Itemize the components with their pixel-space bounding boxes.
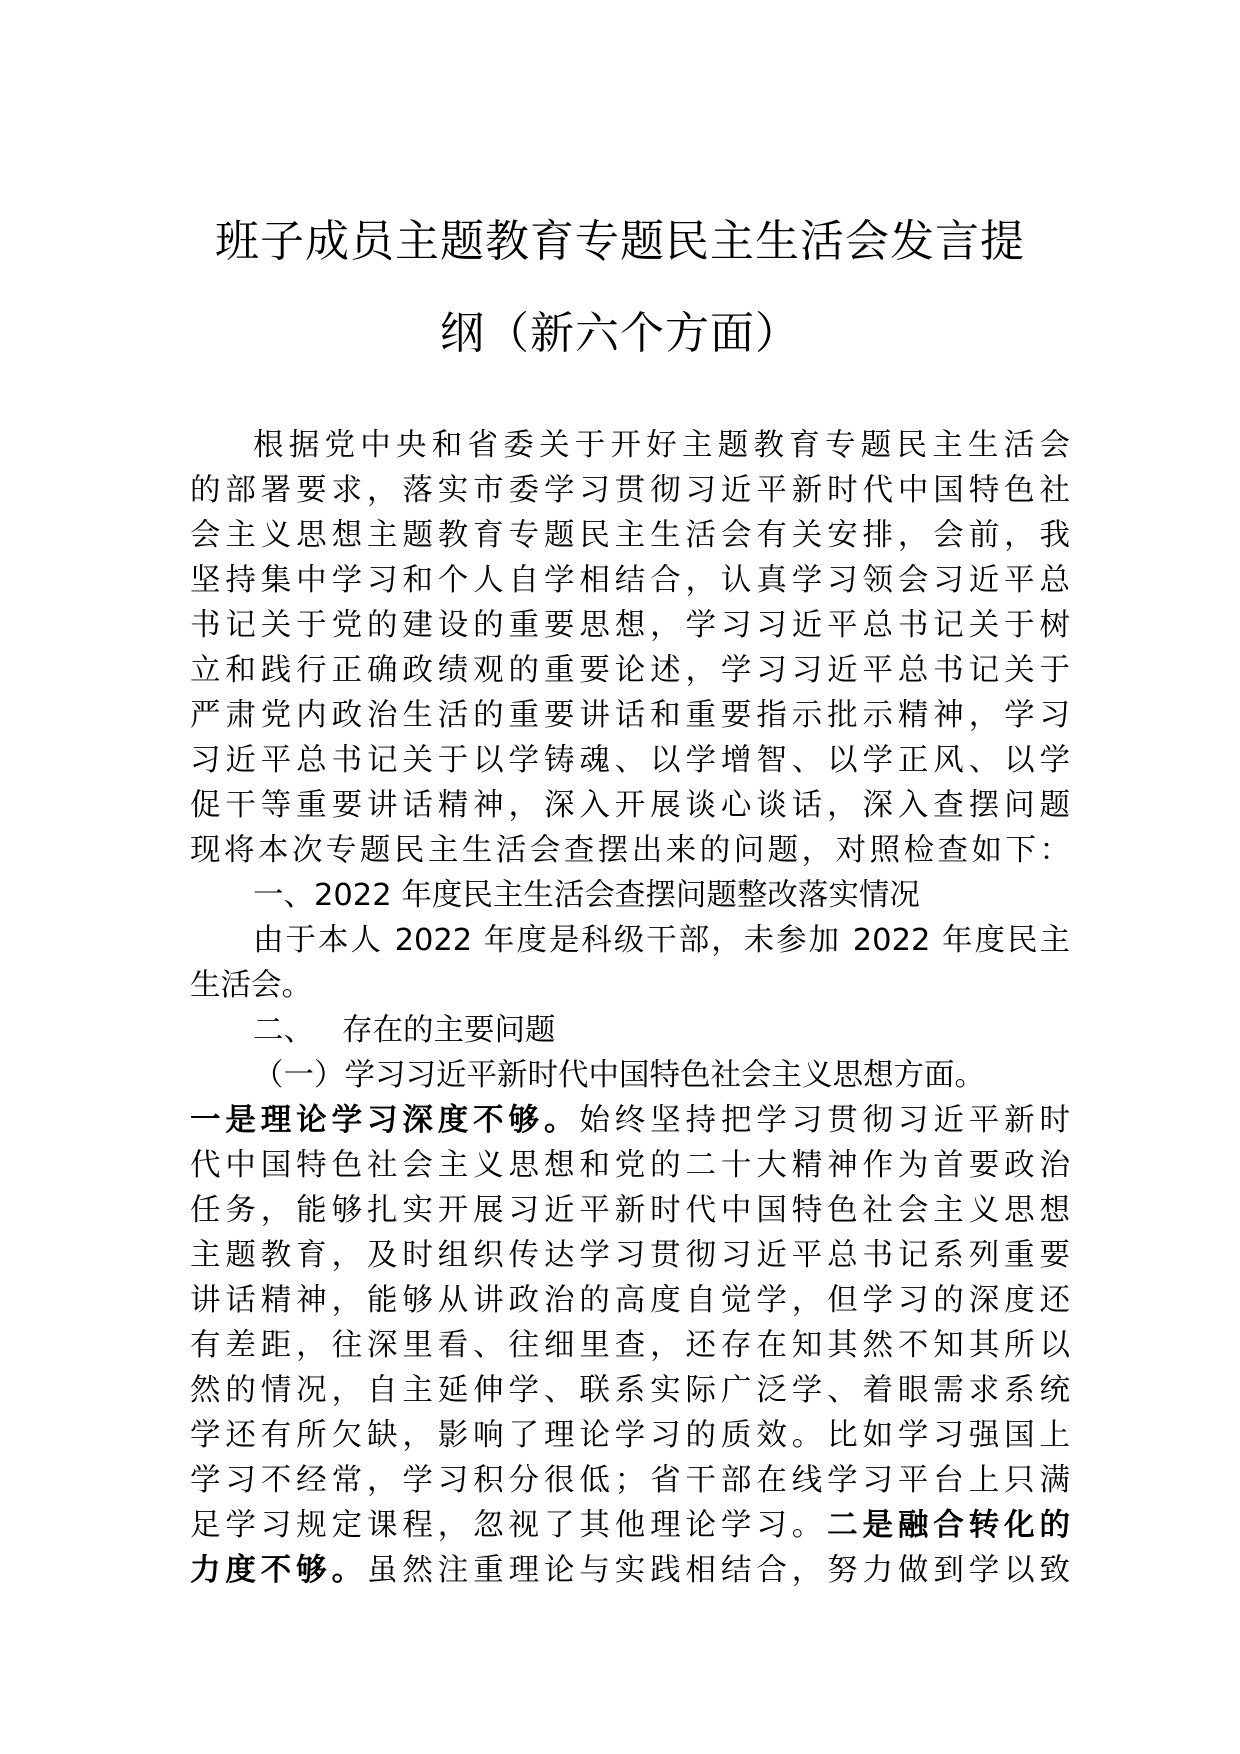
- intro-line: 习近平总书记关于以学铸魂、以学增智、以学正风、以学: [190, 743, 1070, 778]
- point-2-text: 虽然注重理论与实践相结合，努力做到学以致: [366, 1553, 1071, 1588]
- intro-line: 会主义思想主题教育专题民主生活会有关安排，会前，我: [190, 518, 1070, 553]
- subsection-1-heading: （一）学习习近平新时代中国特色社会主义思想方面。: [253, 1058, 985, 1093]
- section-2-number: 二、: [253, 1013, 314, 1048]
- intro-line: 坚持集中学习和个人自学相结合，认真学习领会习近平总: [190, 563, 1070, 598]
- point-2-bold-lead-b: 力度不够。: [190, 1553, 367, 1588]
- section-1-heading: 一、2022 年度民主生活会查摆问题整改落实情况: [253, 878, 920, 913]
- section-2-title: 存在的主要问题: [342, 1013, 556, 1048]
- title-line-2: 纲（新六个方面）: [440, 308, 800, 359]
- intro-line: 的部署要求，落实市委学习贯彻习近平新时代中国特色社: [190, 473, 1070, 508]
- intro-line: 立和践行正确政绩观的重要论述，学习习近平总书记关于: [190, 653, 1070, 688]
- point-1-bold-lead: 一是理论学习深度不够。: [190, 1103, 580, 1138]
- subsection-1-line: 学还有所欠缺，影响了理论学习的质效。比如学习强国上: [190, 1418, 1070, 1453]
- section-2-heading: [190, 1008, 1070, 1053]
- subsection-1-line: 然的情况，自主延伸学、联系实际广泛学、着眼需求系统: [190, 1373, 1070, 1408]
- subsection-1-line: 任务，能够扎实开展习近平新时代中国特色社会主义思想: [190, 1193, 1070, 1228]
- subsection-1-line: 讲话精神，能够从讲政治的高度自觉学，但学习的深度还: [190, 1283, 1070, 1318]
- title-line-1: 班子成员主题教育专题民主生活会发言提: [215, 216, 1025, 267]
- subsection-1-line: 学习不经常，学习积分很低；省干部在线学习平台上只满: [190, 1463, 1070, 1498]
- intro-line: 严肃党内政治生活的重要讲话和重要指示批示精神，学习: [190, 698, 1070, 733]
- section-1-line: 生活会。: [190, 968, 312, 1003]
- subsection-1-line: 代中国特色社会主义思想和党的二十大精神作为首要政治: [190, 1148, 1070, 1183]
- intro-line: 根据党中央和省委关于开好主题教育专题民主生活会: [253, 428, 1070, 463]
- section-1: [190, 873, 1070, 1008]
- subsection-1-line: 主题教育，及时组织传达学习贯彻习近平总书记系列重要: [190, 1238, 1070, 1273]
- intro-paragraph: [190, 423, 1070, 873]
- subsection-1-line: 足学习规定课程，忽视了其他理论学习。: [190, 1508, 828, 1543]
- intro-line: 书记关于党的建设的重要思想，学习习近平总书记关于树: [190, 608, 1070, 643]
- document-body: [190, 423, 1070, 1593]
- subsection-1-line: 有差距，往深里看、往细里查，还存在知其然不知其所以: [190, 1328, 1070, 1363]
- point-1-text: 始终坚持把学习贯彻习近平新时: [579, 1103, 1071, 1138]
- section-1-line: 由于本人 2022 年度是科级干部，未参加 2022 年度民主: [253, 923, 1070, 958]
- intro-line: 促干等重要讲话精神，深入开展谈心谈话，深入查摆问题: [190, 788, 1070, 823]
- intro-line: 现将本次专题民主生活会查摆出来的问题，对照检查如下：: [190, 833, 1070, 868]
- subsection-1: [190, 1053, 1070, 1593]
- point-2-bold-lead-a: 二是融合转化的: [827, 1508, 1070, 1543]
- document-title: [180, 196, 1060, 380]
